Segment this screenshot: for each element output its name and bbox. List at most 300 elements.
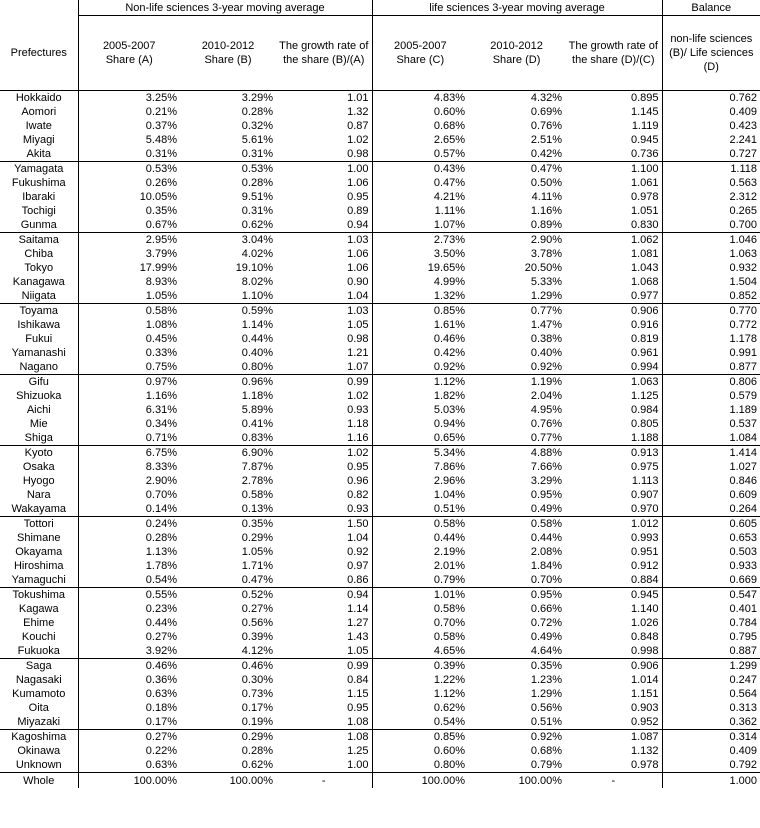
cell-share-a: 6.75% xyxy=(78,446,180,461)
cell-share-c: 4.65% xyxy=(372,644,468,659)
cell-share-d: 0.76% xyxy=(530,120,563,132)
cell-share-a: 0.45% xyxy=(78,332,180,346)
cell-growth-ba: 1.43 xyxy=(347,631,369,643)
cell-share-b: 2.78% xyxy=(241,475,273,487)
cell-growth-ba: 1.03 xyxy=(347,305,369,317)
cell-pref: Nagano xyxy=(0,360,78,375)
table-row xyxy=(0,602,760,616)
cell-share-a: 0.36% xyxy=(78,673,180,687)
cell-share-b: 6.90% xyxy=(241,447,273,459)
cell-balance: 0.932 xyxy=(662,261,760,275)
cell-balance: 1.084 xyxy=(662,431,760,446)
table-row xyxy=(0,389,760,403)
cell-growth-ba: 1.02 xyxy=(347,390,369,402)
cell-share-b: 1.71% xyxy=(241,560,273,572)
col-header-prefectures: Prefectures xyxy=(0,16,78,91)
cell-pref: Saga xyxy=(25,660,52,672)
cell-pref: Ehime xyxy=(23,617,55,629)
table-row xyxy=(0,673,760,687)
cell-share-b: 0.29% xyxy=(241,532,273,544)
cell-share-c: 0.85% xyxy=(372,730,468,745)
cell-share-c: 0.44% xyxy=(372,531,468,545)
cell-share-b: 0.83% xyxy=(180,431,276,446)
cell-share-b: 0.58% xyxy=(241,489,273,501)
cell-share-d: 0.70% xyxy=(468,573,565,588)
cell-share-c: 2.73% xyxy=(372,233,468,248)
cell-share-d: 1.29% xyxy=(530,688,563,700)
cell-pref: Aichi xyxy=(26,404,51,416)
cell-growth-dc: 0.998 xyxy=(565,644,662,659)
cell-pref: Aomori xyxy=(21,106,57,118)
cell-balance: 1.189 xyxy=(662,403,760,417)
table-row xyxy=(0,474,760,488)
table-row xyxy=(0,460,760,474)
cell-share-b: 0.47% xyxy=(180,573,276,588)
cell-growth-ba: 0.86 xyxy=(276,573,372,588)
cell-growth-dc: 0.975 xyxy=(631,461,659,473)
cell-growth-dc: 0.970 xyxy=(565,502,662,517)
cell-growth-dc: 0.805 xyxy=(631,418,659,430)
cell-balance: 0.795 xyxy=(662,630,760,644)
cell-balance: 0.806 xyxy=(662,375,760,390)
cell-growth-ba: 1.14 xyxy=(347,603,369,615)
table-row xyxy=(0,431,760,446)
cell-pref: Wakayama xyxy=(0,502,78,517)
cell-growth-ba: 0.95 xyxy=(347,461,369,473)
cell-share-c: 0.58% xyxy=(372,517,468,532)
cell-share-b: 0.44% xyxy=(241,333,273,345)
cell-share-d: 0.69% xyxy=(530,106,563,118)
cell-growth-ba: 1.27 xyxy=(347,617,369,629)
cell-share-c: 0.70% xyxy=(372,616,468,630)
cell-share-a: 0.27% xyxy=(78,730,180,745)
cell-share-c: 0.85% xyxy=(372,304,468,319)
cell-pref: Kouchi xyxy=(21,631,56,643)
cell-share-c: 0.80% xyxy=(372,758,468,773)
cell-share-b: 0.41% xyxy=(241,418,273,430)
cell-balance: 0.770 xyxy=(662,304,760,319)
cell-growth-dc: 0.993 xyxy=(631,532,659,544)
table-row xyxy=(0,190,760,204)
cell-share-a: 1.13% xyxy=(78,545,180,559)
cell-pref: Niigata xyxy=(0,289,78,304)
cell-share-b: 4.12% xyxy=(180,644,276,659)
cell-growth-ba: 1.21 xyxy=(347,347,369,359)
cell-growth-ba: 1.02 xyxy=(347,134,369,146)
cell-growth-ba: 1.25 xyxy=(347,745,369,757)
cell-balance: 0.700 xyxy=(662,218,760,233)
cell-pref: Gifu xyxy=(28,376,49,388)
table-row xyxy=(0,105,760,119)
cell-balance: 0.537 xyxy=(662,417,760,431)
cell-growth-ba: 1.16 xyxy=(276,431,372,446)
cell-growth-ba: 1.03 xyxy=(347,234,369,246)
cell-balance: 1.063 xyxy=(662,247,760,261)
cell-balance: 0.547 xyxy=(662,588,760,603)
cell-share-d: 0.47% xyxy=(530,163,563,175)
cell-balance: 0.727 xyxy=(662,147,760,162)
cell-share-d: 1.84% xyxy=(530,560,563,572)
cell-growth-ba: 1.00 xyxy=(276,758,372,773)
cell-growth-dc: 0.978 xyxy=(631,191,659,203)
cell-pref: Gunma xyxy=(0,218,78,233)
cell-growth-dc: 1.043 xyxy=(631,262,659,274)
cell-growth-ba: 1.06 xyxy=(347,248,369,260)
table-row xyxy=(0,318,760,332)
table-row xyxy=(0,644,760,659)
cell-share-a: 0.70% xyxy=(78,488,180,502)
cell-balance: 0.887 xyxy=(662,644,760,659)
cell-growth-dc: 1.061 xyxy=(631,177,659,189)
cell-share-c: 0.39% xyxy=(372,659,468,674)
cell-share-d: 0.42% xyxy=(468,147,565,162)
cell-growth-ba: 1.05 xyxy=(276,644,372,659)
cell-growth-dc: 0.895 xyxy=(631,92,659,104)
table-row xyxy=(0,502,760,517)
cell-balance: 0.579 xyxy=(662,389,760,403)
table-row xyxy=(0,218,760,233)
cell-balance: 0.503 xyxy=(662,545,760,559)
cell-share-c: 0.57% xyxy=(372,147,468,162)
cell-share-c: 4.99% xyxy=(372,275,468,289)
cell-share-a: 0.31% xyxy=(78,147,180,162)
cell-pref: Miyagi xyxy=(22,134,55,146)
cell-growth-dc: 0.736 xyxy=(565,147,662,162)
cell-share-a: 0.37% xyxy=(78,119,180,133)
cell-share-d: 4.32% xyxy=(530,92,563,104)
cell-pref: Nara xyxy=(26,489,51,501)
cell-share-c: 2.19% xyxy=(372,545,468,559)
cell-share-b: 5.89% xyxy=(241,404,273,416)
table-body xyxy=(0,91,760,789)
cell-growth-ba: 1.15 xyxy=(347,688,369,700)
cell-share-c: 1.01% xyxy=(372,588,468,603)
cell-share-b: 100.00% xyxy=(229,774,273,787)
cell-balance: 0.265 xyxy=(662,204,760,218)
cell-share-c: 4.21% xyxy=(372,190,468,204)
table-row xyxy=(0,773,760,789)
cell-balance: 1.046 xyxy=(662,233,760,248)
cell-growth-ba: 0.98 xyxy=(276,147,372,162)
cell-share-c: 0.43% xyxy=(372,162,468,177)
cell-growth-dc: 1.113 xyxy=(631,475,659,487)
cell-growth-ba: 1.50 xyxy=(347,518,369,530)
cell-pref: Hiroshima xyxy=(13,560,64,572)
cell-growth-dc: 1.068 xyxy=(631,276,659,288)
table-row xyxy=(0,758,760,773)
cell-growth-dc: 0.978 xyxy=(565,758,662,773)
cell-pref: Shizuoka xyxy=(16,390,62,402)
cell-share-c: 1.61% xyxy=(372,318,468,332)
cell-share-c: 1.11% xyxy=(372,204,468,218)
cell-growth-ba: 0.94 xyxy=(347,589,369,601)
cell-balance: 0.313 xyxy=(662,701,760,715)
cell-share-a: 2.95% xyxy=(78,233,180,248)
cell-growth-ba: 0.93 xyxy=(347,404,369,416)
cell-growth-ba: 1.18 xyxy=(347,418,369,430)
table-row xyxy=(0,616,760,630)
col-header-growth-ba: The growth rate of the share (B)/(A) xyxy=(276,16,372,91)
cell-share-b: 0.28% xyxy=(241,106,273,118)
cell-balance: 0.772 xyxy=(662,318,760,332)
cell-balance: 1.118 xyxy=(662,162,760,177)
cell-growth-dc: 1.014 xyxy=(631,674,659,686)
cell-share-d: 0.35% xyxy=(530,660,563,672)
cell-pref: Kumamoto xyxy=(12,688,66,700)
cell-growth-ba: 1.06 xyxy=(347,262,369,274)
cell-share-b: 0.31% xyxy=(241,205,273,217)
cell-share-b: 0.73% xyxy=(241,688,273,700)
cell-pref: Miyazaki xyxy=(0,715,78,730)
cell-share-c: 5.03% xyxy=(372,403,468,417)
cell-growth-dc: 0.952 xyxy=(565,715,662,730)
table-row xyxy=(0,744,760,758)
cell-share-d: 0.92% xyxy=(530,731,563,743)
cell-share-b: 0.62% xyxy=(180,758,276,773)
cell-share-a: 1.78% xyxy=(78,559,180,573)
cell-share-c: 0.65% xyxy=(372,431,468,446)
cell-share-a: 0.46% xyxy=(78,659,180,674)
cell-pref: Ishikawa xyxy=(17,319,61,331)
table-row xyxy=(0,517,760,532)
cell-share-c: 0.47% xyxy=(372,176,468,190)
col-header-share-c: 2005-2007 Share (C) xyxy=(372,16,468,91)
cell-share-d: 2.51% xyxy=(530,134,563,146)
table-row xyxy=(0,559,760,573)
cell-balance: 2.241 xyxy=(662,133,760,147)
col-header-share-b: 2010-2012 Share (B) xyxy=(180,16,276,91)
cell-share-c: 0.79% xyxy=(372,573,468,588)
cell-share-c: 2.01% xyxy=(372,559,468,573)
cell-growth-dc: 0.945 xyxy=(631,134,659,146)
cell-share-d: 1.19% xyxy=(530,376,563,388)
cell-growth-dc: 0.903 xyxy=(631,702,659,714)
cell-balance: 0.423 xyxy=(662,119,760,133)
cell-share-a: 0.53% xyxy=(78,162,180,177)
cell-balance: 0.609 xyxy=(662,488,760,502)
cell-balance: 0.247 xyxy=(662,673,760,687)
cell-share-b: 19.10% xyxy=(235,262,273,274)
cell-share-c: 0.51% xyxy=(372,502,468,517)
cell-share-d: 0.58% xyxy=(530,518,563,530)
cell-share-a: 0.75% xyxy=(78,360,180,375)
cell-growth-dc: 0.848 xyxy=(631,631,659,643)
table-row xyxy=(0,91,760,106)
cell-share-b: 7.87% xyxy=(241,461,273,473)
cell-growth-ba: 1.05 xyxy=(347,319,369,331)
cell-balance: 2.312 xyxy=(662,190,760,204)
cell-growth-dc: 0.994 xyxy=(565,360,662,375)
cell-pref: Okayama xyxy=(15,546,63,558)
table-row xyxy=(0,289,760,304)
table-row xyxy=(0,176,760,190)
table-row xyxy=(0,375,760,390)
cell-share-b: 0.56% xyxy=(241,617,273,629)
cell-share-d: 4.88% xyxy=(530,447,563,459)
cell-share-d: 1.23% xyxy=(530,674,563,686)
cell-pref: Ibaraki xyxy=(22,191,56,203)
table-row xyxy=(0,715,760,730)
cell-share-c: 5.34% xyxy=(372,446,468,461)
cell-share-b: 1.10% xyxy=(180,289,276,304)
cell-share-c: 1.12% xyxy=(372,687,468,701)
table-row xyxy=(0,360,760,375)
cell-share-c: 1.22% xyxy=(372,673,468,687)
cell-balance: 1.414 xyxy=(662,446,760,461)
cell-growth-dc: 0.951 xyxy=(631,546,659,558)
cell-share-a: 2.90% xyxy=(78,474,180,488)
table-row xyxy=(0,588,760,603)
cell-growth-dc: 0.884 xyxy=(565,573,662,588)
table-row xyxy=(0,545,760,559)
cell-share-d: 0.44% xyxy=(530,532,563,544)
cell-share-d: 0.72% xyxy=(530,617,563,629)
cell-pref: Yamagata xyxy=(14,163,64,175)
table-row xyxy=(0,488,760,502)
table-row xyxy=(0,304,760,319)
cell-pref: Fukushima xyxy=(11,177,66,189)
table-row xyxy=(0,247,760,261)
cell-balance: 0.653 xyxy=(662,531,760,545)
col-header-growth-dc: The growth rate of the share (D)/(C) xyxy=(565,16,662,91)
cell-pref: Yamanashi xyxy=(11,347,66,359)
cell-share-d: 0.38% xyxy=(530,333,563,345)
cell-pref: Tokushima xyxy=(12,589,66,601)
cell-share-b: 0.52% xyxy=(241,589,273,601)
cell-share-b: 1.05% xyxy=(241,546,273,558)
cell-growth-ba: 0.82 xyxy=(347,489,369,501)
table-row xyxy=(0,630,760,644)
cell-growth-ba: 0.95 xyxy=(347,191,369,203)
cell-share-c: 2.96% xyxy=(372,474,468,488)
cell-share-a: 0.97% xyxy=(78,375,180,390)
cell-growth-ba: 0.90 xyxy=(347,276,369,288)
cell-growth-ba: 1.04 xyxy=(276,289,372,304)
cell-share-a: 0.54% xyxy=(78,573,180,588)
cell-balance: 0.669 xyxy=(662,573,760,588)
group-header-life: life sciences 3-year moving average xyxy=(372,0,662,16)
cell-share-a: 0.23% xyxy=(78,602,180,616)
cell-share-a: 3.25% xyxy=(78,91,180,106)
cell-share-b: 0.39% xyxy=(241,631,273,643)
cell-share-c: 0.94% xyxy=(372,417,468,431)
cell-share-c: 100.00% xyxy=(372,773,468,789)
cell-share-d: 0.76% xyxy=(530,418,563,430)
cell-balance: 0.401 xyxy=(662,602,760,616)
cell-growth-dc: 1.125 xyxy=(631,390,659,402)
cell-share-c: 0.54% xyxy=(372,715,468,730)
cell-share-b: 0.46% xyxy=(241,660,273,672)
cell-share-b: 0.30% xyxy=(241,674,273,686)
table-row xyxy=(0,119,760,133)
cell-growth-ba: 0.92 xyxy=(347,546,369,558)
cell-growth-dc: 1.145 xyxy=(631,106,659,118)
cell-share-a: 0.24% xyxy=(78,517,180,532)
cell-pref: Okinawa xyxy=(17,745,61,757)
cell-pref: Unknown xyxy=(0,758,78,773)
table-row xyxy=(0,403,760,417)
cell-share-b: 0.53% xyxy=(241,163,273,175)
cell-growth-ba: 1.32 xyxy=(347,106,369,118)
cell-balance: 0.563 xyxy=(662,176,760,190)
cell-balance: 0.933 xyxy=(662,559,760,573)
cell-share-b: 0.59% xyxy=(241,305,273,317)
table-row xyxy=(0,687,760,701)
cell-share-d: 0.68% xyxy=(530,745,563,757)
cell-balance: 1.178 xyxy=(662,332,760,346)
cell-pref: Hyogo xyxy=(22,475,55,487)
cell-share-c: 0.60% xyxy=(372,744,468,758)
table-row xyxy=(0,730,760,745)
cell-balance: 1.504 xyxy=(662,275,760,289)
table-row xyxy=(0,332,760,346)
cell-share-d: 0.66% xyxy=(530,603,563,615)
cell-growth-dc: 0.916 xyxy=(631,319,659,331)
cell-share-d: 0.77% xyxy=(468,431,565,446)
cell-growth-dc: 0.913 xyxy=(631,447,659,459)
cell-share-d: 1.47% xyxy=(530,319,563,331)
cell-share-a: 1.16% xyxy=(78,389,180,403)
cell-balance: 0.409 xyxy=(662,105,760,119)
cell-pref: Kanagawa xyxy=(12,276,65,288)
cell-growth-dc: 0.819 xyxy=(631,333,659,345)
cell-share-d: 3.29% xyxy=(530,475,563,487)
cell-share-b: 0.40% xyxy=(241,347,273,359)
cell-growth-ba: 0.84 xyxy=(347,674,369,686)
cell-growth-dc: 1.062 xyxy=(631,234,659,246)
cell-growth-ba: 0.89 xyxy=(347,205,369,217)
cell-share-b: 5.61% xyxy=(241,134,273,146)
table-row xyxy=(0,147,760,162)
cell-share-d: 0.95% xyxy=(530,589,563,601)
cell-share-a: 6.31% xyxy=(78,403,180,417)
table-row xyxy=(0,573,760,588)
cell-pref: Toyama xyxy=(19,305,59,317)
table-row xyxy=(0,417,760,431)
table-row xyxy=(0,233,760,248)
cell-share-a: 8.93% xyxy=(78,275,180,289)
cell-pref: Yamaguchi xyxy=(0,573,78,588)
table-row xyxy=(0,701,760,715)
cell-growth-dc: - xyxy=(611,774,616,787)
cell-share-b: 4.02% xyxy=(241,248,273,260)
cell-growth-ba: 1.06 xyxy=(347,177,369,189)
cell-growth-dc: 1.081 xyxy=(631,248,659,260)
cell-share-c: 1.32% xyxy=(372,289,468,304)
cell-share-a: 1.08% xyxy=(78,318,180,332)
cell-balance: 0.264 xyxy=(662,502,760,517)
cell-share-d: 0.50% xyxy=(530,177,563,189)
cell-balance: 0.991 xyxy=(662,346,760,360)
cell-share-c: 0.92% xyxy=(372,360,468,375)
cell-growth-dc: 0.830 xyxy=(565,218,662,233)
cell-growth-dc: 0.945 xyxy=(631,589,659,601)
cell-pref: Whole xyxy=(23,774,55,787)
cell-growth-ba: 0.87 xyxy=(347,120,369,132)
cell-pref: Fukuoka xyxy=(0,644,78,659)
cell-growth-dc: 1.012 xyxy=(631,518,659,530)
cell-share-a: 0.35% xyxy=(78,204,180,218)
cell-share-c: 1.12% xyxy=(372,375,468,390)
table-row xyxy=(0,133,760,147)
cell-balance: 0.784 xyxy=(662,616,760,630)
cell-growth-ba: 0.95 xyxy=(347,702,369,714)
table-row xyxy=(0,204,760,218)
cell-growth-ba: 0.99 xyxy=(347,376,369,388)
cell-growth-ba: 0.94 xyxy=(276,218,372,233)
cell-share-c: 2.65% xyxy=(372,133,468,147)
cell-share-a: 0.18% xyxy=(78,701,180,715)
